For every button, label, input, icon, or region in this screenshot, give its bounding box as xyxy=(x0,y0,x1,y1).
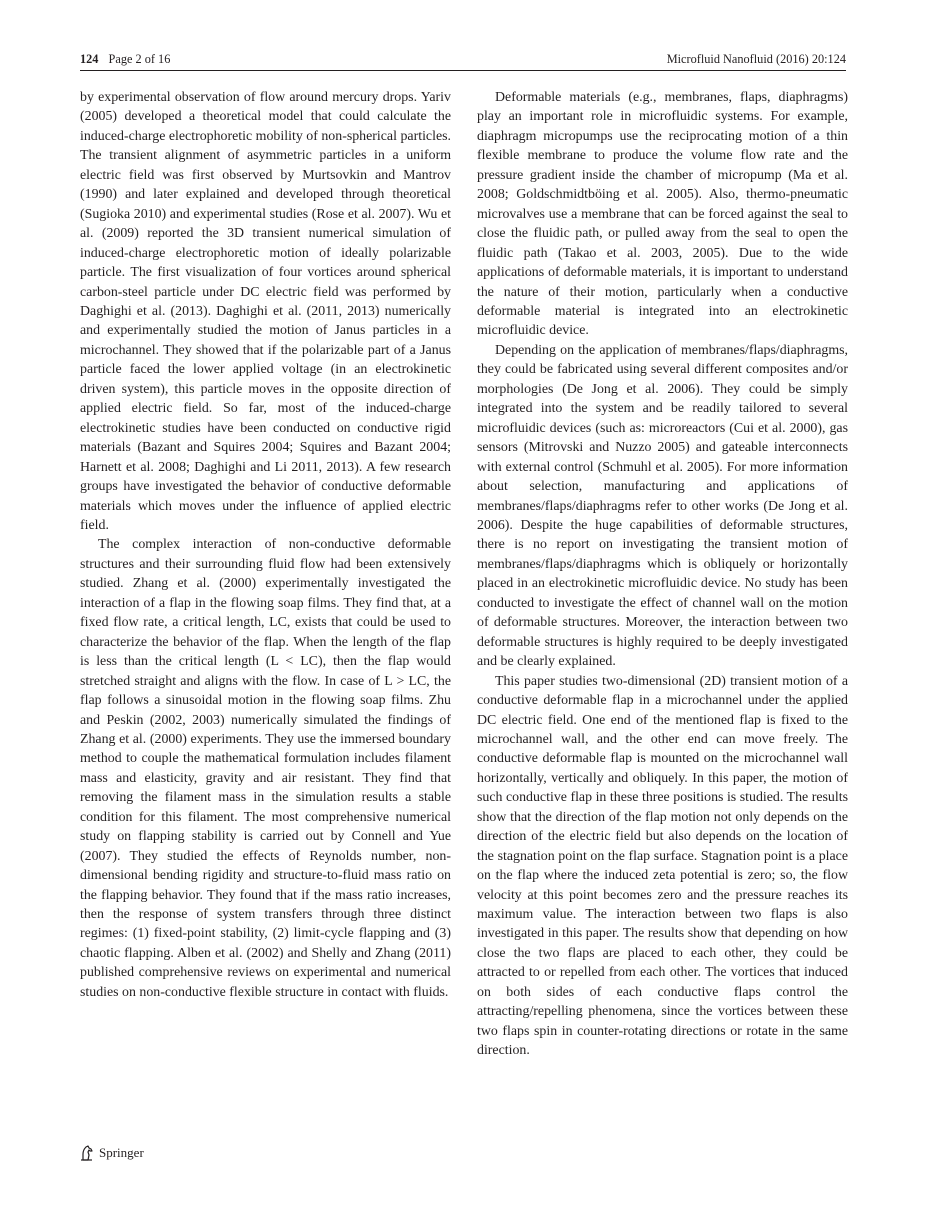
left-paragraph: by experimental observation of flow around mercury drops. Yariv (2005) developed a theoretical model that could calculate the induced-charge electrophoretic mobility of non-spherical particles. The transient alignment of asymmetric particles in a uniform electric field was first observed by Murtsovkin and Mantrov (1990) and later explained and developed through theoretical (Sugioka 2010) and experimental studies (Rose et al. 2007). Wu et al. (2009) reported the 3D transient numerical simulation of induced-charge electrophoretic motion of ideally polarizable particle. The first visualization of four vortices around spherical carbon-steel particle under DC electric field was performed by Daghighi et al. (2013). Daghighi et al. (2011, 2013) numerically and experimentally studied the motion of Janus particles in a microchannel. They showed that if the polarizable part of a Janus particle faced the lower applied voltage (in an electrokinetic driven system), this particle moves in the opposite direction of applied electric field. So far, most of the induced-charge electrokinetic studies have been conducted on conductive rigid materials (Bazant and Squires 2004; Squires and Bazant 2004; Harnett et al. 2008; Daghighi and Li 2011, 2013). A few research groups have investigated the behavior of conductive deformable materials which moves under the influence of applied electric field. xyxy=(80,90,451,533)
right-paragraph: Depending on the application of membranes/flaps/diaphragms, they could be fabricated using several different composites and/or morphologies (De Jong et al. 2006). They could be simply integrated into the system and be readily tailored to several microfluidic devices (such as: microreactors (Cui et al. 2000), gas sensors (Mitrovski and Nuzzo 2005) and gateable interconnects with external control (Schmuhl et al. 2005). For more information about selection, manufacturing and applications of membranes/flaps/diaphragms refer to other works (De Jong et al. 2006). Despite the huge capabilities of deformable structures, there is no report on investigating the transient motion of membranes/flaps/diaphragms which is obliquely or horizontally placed in an electrokinetic microfluidic device. No study has been conducted to investigate the effect of channel wall on the motion of deformable structures. Moreover, the interaction between two deformable structures is highly required to be deeply investigated and be clearly explained. xyxy=(477,342,848,670)
header-rule xyxy=(80,70,846,71)
page-number: 124 xyxy=(80,52,99,66)
springer-horse-icon xyxy=(80,1145,94,1161)
left-paragraph: The complex interaction of non-conductive deformable structures and their surrounding fluid flow had been extensively studied. Zhang et al. (2000) experimentally investigated the interaction of a flap in the flowing soap films. They find that, at a fixed flow rate, a critical length, LC, exists that could be used to characterize the behavior of the flap. When the length of the flap is less than the critical length (L < LC), then the flap would stretched straight and aligns with the flow. In case of L > LC, the flap follows a sinusoidal motion in the flowing soap films. Zhu and Peskin (2002, 2003) numerically simulated the findings of Zhang et al. (2000) experiments. They use the immersed boundary method to couple the mathematical formulation includes filament mass and elasticity, gravity and air resistant. They find that removing the filament mass in the simulation results a stable condition for this filament. The most comprehensive numerical study on flapping stability is carried out by Connell and Yue (2007). They studied the effects of Reynolds number, non-dimensional bending rigidity and structure-to-fluid mass ratio on the flapping behavior. They found that if the mass ratio increases, then the response of system transfers through three distinct regimes: (1) fixed-point stability, (2) limit-cycle flapping and (3) chaotic flapping. Alben et al. (2002) and Shelly and Zhang (2011) published comprehensive reviews on experimental and numerical studies on non-conductive flexible structure in contact with fluids. xyxy=(80,537,451,1000)
page-header-left xyxy=(80,49,170,69)
journal-citation: Microfluid Nanofluid (2016) 20:124 xyxy=(666,52,846,66)
page-header xyxy=(80,49,846,69)
page-footer xyxy=(80,1143,144,1163)
page-info: Page 2 of 16 xyxy=(108,52,171,66)
publisher-name: Springer xyxy=(99,1145,144,1160)
right-paragraph: Deformable materials (e.g., membranes, flaps, diaphragms) play an important role in microfluidic systems. For example, diaphragm micropumps use the reciprocating motion of a thin flexible membrane to produce the volume flow rate and the pressure gradient inside the chamber of micropump (Ma et al. 2008; Goldschmidtböing et al. 2005). Also, thermo-pneumatic microvalves use a membrane that can be forced against the seal to close the fluidic path, or pulled away from the seal to open the fluidic path (Takao et al. 2003, 2005). Due to the wide applications of deformable materials, it is important to understand the nature of their motion, particularly when a conductive deformable material is integrated into an electrokinetic microfluidic device. xyxy=(477,90,848,339)
right-column xyxy=(477,88,848,1061)
right-paragraph: This paper studies two-dimensional (2D) transient motion of a conductive deformable flap in a microchannel under the applied DC electric field. One end of the mentioned flap is fixed to the microchannel wall, and the other end can move freely. The conductive deformable flap is mounted on the microchannel wall horizontally, vertically and obliquely. In this paper, the motion of such conductive flap in these three positions is studied. The results show that the direction of the flap motion not only depends on the direction of the electric field but also depends on the location of the stagnation point on the flap surface. Stagnation point is a place on the flap where the induced zeta potential is zero; so, the flow velocity at this point becomes zero and the pressure reaches its maximum value. The interaction between two flaps is also investigated in this paper. The results show that depending on how close the two flaps are placed to each other, they could be attracted to or repelled from each other. The vortices that induced on both sides of each conductive flaps control the attracting/repelling phenomena, since the vortices between these two flaps spin in counter-rotating directions or rotate in the same direction. xyxy=(477,673,848,1059)
left-column xyxy=(80,88,451,1002)
